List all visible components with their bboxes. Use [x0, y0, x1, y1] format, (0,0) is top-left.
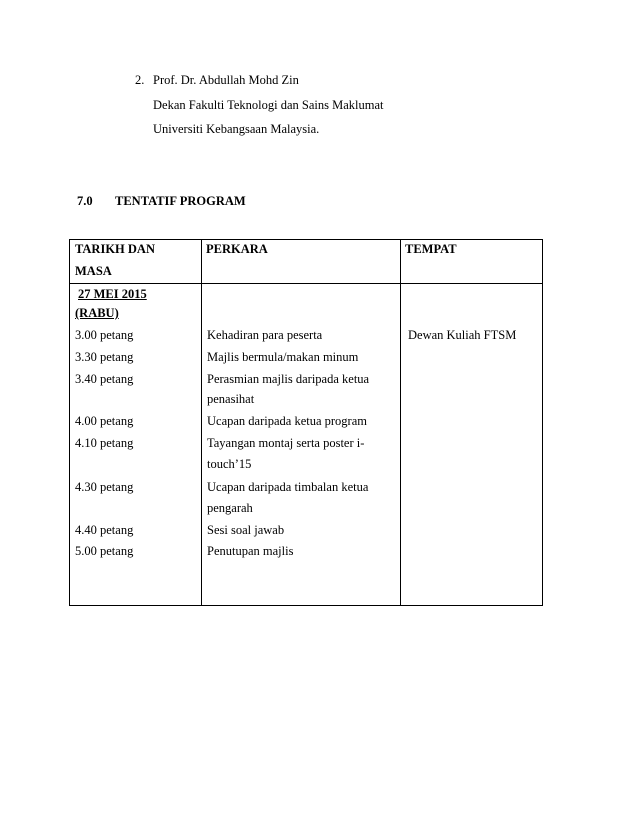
program-venue: Dewan Kuliah FTSM — [408, 328, 517, 342]
signatory-number: 2. — [135, 73, 145, 87]
row-time: 3.30 petang — [75, 350, 134, 364]
row-item-continued: touch’15 — [207, 457, 252, 471]
row-item: Perasmian majlis daripada ketua — [207, 372, 370, 386]
row-item-continued: penasihat — [207, 392, 255, 406]
signatory-name: Prof. Dr. Abdullah Mohd Zin — [153, 73, 299, 87]
program-day: (RABU) — [75, 306, 119, 320]
column-divider-1 — [201, 240, 202, 605]
row-item: Majlis bermula/makan minum — [207, 350, 359, 364]
program-table — [69, 239, 543, 606]
row-time: 5.00 petang — [75, 544, 134, 558]
row-item: Kehadiran para peserta — [207, 328, 323, 342]
row-time: 4.10 petang — [75, 436, 134, 450]
signatory-position: Dekan Fakulti Teknologi dan Sains Maklumat — [153, 98, 384, 112]
program-date: 27 MEI 2015 — [78, 287, 147, 301]
row-item: Ucapan daripada timbalan ketua — [207, 480, 369, 494]
signatory-institution: Universiti Kebangsaan Malaysia. — [153, 122, 320, 136]
row-time: 3.40 petang — [75, 372, 134, 386]
header-masa: MASA — [75, 264, 112, 278]
section-title: TENTATIF PROGRAM — [115, 194, 246, 208]
row-item: Tayangan montaj serta poster i- — [207, 436, 365, 450]
row-item: Sesi soal jawab — [207, 523, 285, 537]
row-item: Ucapan daripada ketua program — [207, 414, 367, 428]
row-time: 4.30 petang — [75, 480, 134, 494]
row-item-continued: pengarah — [207, 501, 253, 515]
row-time: 3.00 petang — [75, 328, 134, 342]
header-perkara: PERKARA — [206, 242, 268, 256]
header-tempat: TEMPAT — [405, 242, 457, 256]
row-time: 4.40 petang — [75, 523, 134, 537]
row-time: 4.00 petang — [75, 414, 134, 428]
column-divider-2 — [400, 240, 401, 605]
header-divider — [70, 283, 542, 284]
header-tarikh: TARIKH DAN — [75, 242, 155, 256]
row-item: Penutupan majlis — [207, 544, 294, 558]
section-number: 7.0 — [77, 194, 93, 208]
